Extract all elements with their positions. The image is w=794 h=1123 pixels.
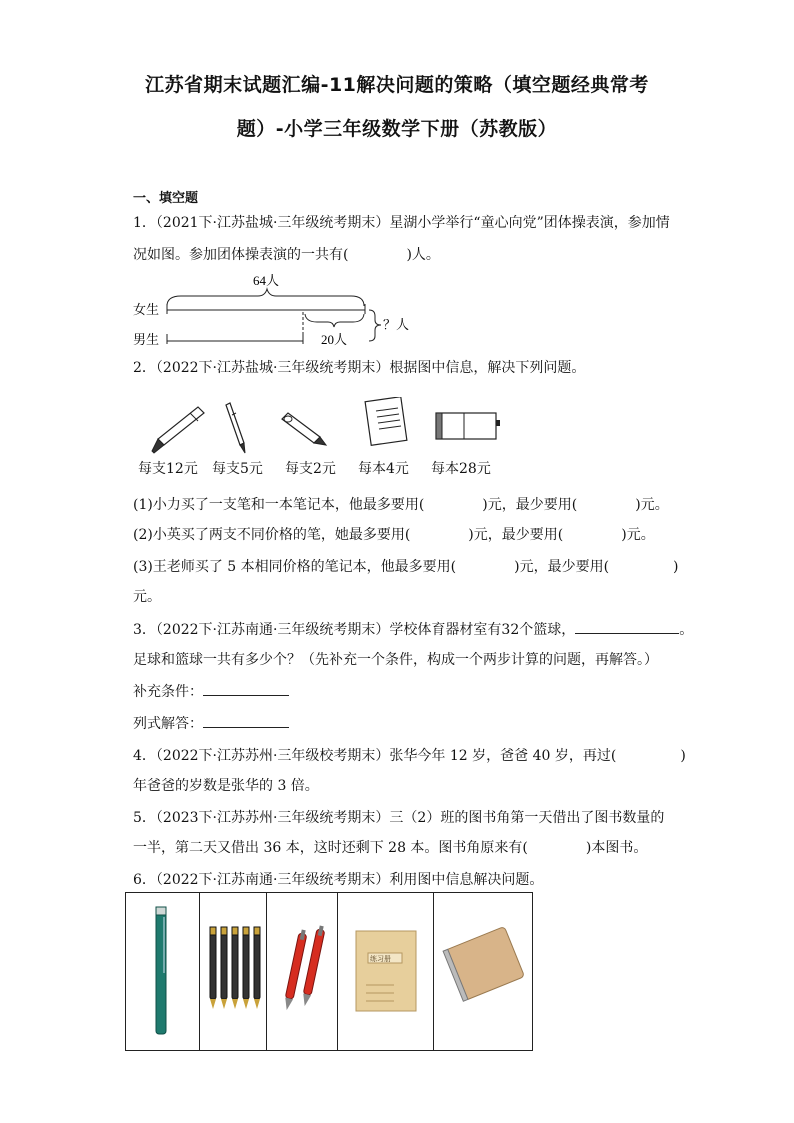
brown-notebook-icon xyxy=(434,893,532,1050)
q2-text-line1: 2．（2022下·江苏盐城·三年级统考期末）根据图中信息，解决下列问题。 xyxy=(133,360,586,376)
price-label-4: 每本4元 xyxy=(358,461,409,477)
question-label: ？人 xyxy=(383,317,410,332)
q6-cell-spiral-notebook xyxy=(434,893,532,1050)
folder-notebook-icon xyxy=(436,413,500,439)
difference-label: 20人 xyxy=(321,332,348,347)
q6-image-table xyxy=(125,892,533,1051)
stationery-pictures xyxy=(140,397,510,455)
fountain-pen-icon xyxy=(152,407,204,453)
q6-text-line1: 6．（2022下·江苏南通·三年级统考期末）利用图中信息解决问题。 xyxy=(133,872,544,888)
pen-case-icon xyxy=(126,893,199,1050)
q5-text-line2: 一半，第二天又借出 36 本，这时还剩下 28 本。图书角原来有( )本图书。 xyxy=(133,840,648,856)
right-brace xyxy=(369,310,381,341)
section-heading: 一、填空题 xyxy=(133,191,199,206)
q6-cell-five-pens xyxy=(200,893,267,1050)
difference-brace xyxy=(305,314,364,327)
q5-text-line1: 5．（2023下·江苏苏州·三年级统考期末）三（2）班的图书角第一天借出了图书数量的 xyxy=(133,810,665,826)
dip-pen-icon xyxy=(226,403,245,453)
q3-text-line2: 足球和篮球一共有多少个？（先补充一个条件，构成一个两步计算的问题，再解答。） xyxy=(133,652,658,668)
price-label-5: 每本28元 xyxy=(431,461,491,477)
ballpoint-pen-icon xyxy=(282,413,326,445)
document-title-line1: 江苏省期末试题汇编-11解决问题的策略（填空题经典常考 xyxy=(145,74,649,96)
line-segment-diagram xyxy=(125,268,425,350)
q2-sub1: (1)小力买了一支笔和一本笔记本，他最多要用( )元，最少要用( )元。 xyxy=(133,497,669,513)
q6-cell-red-pens xyxy=(267,893,338,1050)
top-brace xyxy=(167,289,364,306)
q6-cell-pen-case xyxy=(126,893,200,1050)
q2-sub2: (2)小英买了两支不同价格的笔，她最多要用( )元，最少要用( )元。 xyxy=(133,527,655,543)
price-label-2: 每支5元 xyxy=(212,461,263,477)
spiral-notebook-icon xyxy=(365,397,407,445)
q4-text-line2: 年爸爸的岁数是张华的 3 倍。 xyxy=(133,778,319,794)
q3-calculation: 列式解答： xyxy=(133,713,289,733)
five-pens-icon xyxy=(200,893,266,1050)
q3-supplement: 补充条件： xyxy=(133,681,289,701)
q3-text-line1: 3．（2022下·江苏南通·三年级统考期末）学校体育器材室有32个篮球， 。 xyxy=(133,619,693,639)
q2-sub3: (3)王老师买了 5 本相同价格的笔记本，他最多要用( )元，最少要用( ) xyxy=(133,559,679,575)
q1-text-line1: 1．（2021下·江苏盐城·三年级统考期末）星湖小学举行“童心向党”团体操表演，参加情 xyxy=(133,215,670,231)
q2-sub3-cont: 元。 xyxy=(133,589,161,605)
q1-text-line2: 况如图。参加团体操表演的一共有( )人。 xyxy=(133,247,440,263)
q4-text-line1: 4．（2022下·江苏苏州·三年级校考期末）张华今年 12 岁，爸爸 40 岁，再过( ) xyxy=(133,748,686,764)
exercise-book-icon xyxy=(338,893,433,1050)
q6-cell-exercise-book xyxy=(338,893,434,1050)
price-label-1: 每支12元 xyxy=(138,461,198,477)
boys-label: 男生 xyxy=(133,332,160,347)
price-label-3: 每支2元 xyxy=(285,461,336,477)
exercise-book-title: 练习册 xyxy=(370,955,391,963)
document-title-line2: 题）-小学三年级数学下册（苏教版） xyxy=(236,118,558,140)
girls-label: 女生 xyxy=(133,302,160,317)
red-pens-icon xyxy=(267,893,337,1050)
total-label: 64人 xyxy=(253,273,280,288)
